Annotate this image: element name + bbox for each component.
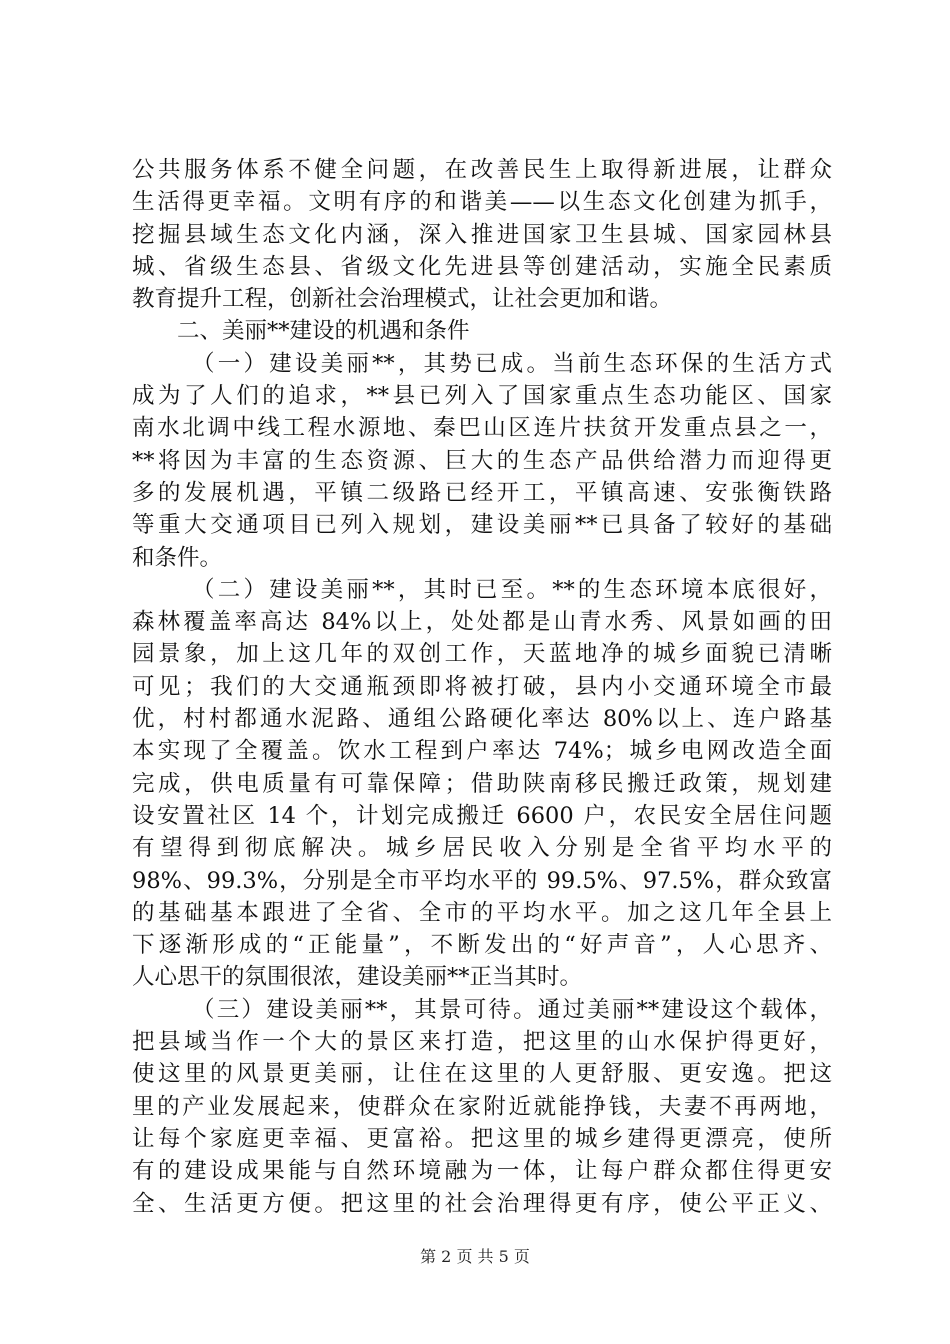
text-line: 有的建设成果能与自然环境融为一体，让每户群众都住得更安 bbox=[132, 1158, 832, 1185]
text-line: 有望得到彻底解决。城乡居民收入分别是全省平均水平的 bbox=[132, 835, 832, 862]
text-line: 98%、99.3%，分别是全市平均水平的 99.5%、97.5%，群众致富 bbox=[132, 867, 832, 894]
text-line: 全、生活更方便。把这里的社会治理得更有序，使公平正义、 bbox=[132, 1190, 832, 1217]
text-line: （三）建设美丽**，其景可待。通过美丽**建设这个载体， bbox=[192, 996, 832, 1023]
text-line: 的基础基本跟进了全省、全市的平均水平。加之这几年全县上 bbox=[132, 899, 832, 926]
text-line: 完成，供电质量有可靠保障；借助陕南移民搬迁政策，规划建 bbox=[132, 770, 832, 797]
text-line: 公共服务体系不健全问题，在改善民生上取得新进展，让群众 bbox=[132, 157, 832, 183]
text-line: 优，村村都通水泥路、通组公路硬化率达 80%以上、连户路基 bbox=[132, 706, 832, 733]
text-line: 人心思干的氛围很浓，建设美丽**正当其时。 bbox=[132, 964, 583, 991]
section-heading: 二、美丽**建设的机遇和条件 bbox=[177, 318, 470, 345]
text-line: 挖掘县域生态文化内涵，深入推进国家卫生县城、国家园林县 bbox=[132, 221, 832, 248]
text-line: 园景象，加上这几年的双创工作，天蓝地净的城乡面貌已清晰 bbox=[132, 641, 832, 668]
text-line: 让每个家庭更幸福、更富裕。把这里的城乡建得更漂亮，使所 bbox=[132, 1125, 832, 1152]
text-line: （一）建设美丽**，其势已成。当前生态环保的生活方式 bbox=[192, 350, 832, 377]
text-line: 本实现了全覆盖。饮水工程到户率达 74%；城乡电网改造全面 bbox=[132, 738, 832, 765]
text-line: 和条件。 bbox=[132, 544, 223, 571]
text-line: 设安置社区 14 个，计划完成搬迁 6600 户，农民安全居住问题 bbox=[132, 802, 832, 829]
text-line: 森林覆盖率高达 84%以上，处处都是山青水秀、风景如画的田 bbox=[132, 609, 832, 636]
document-body bbox=[132, 154, 832, 1220]
text-line: 成为了人们的追求，**县已列入了国家重点生态功能区、国家 bbox=[132, 383, 832, 410]
text-line: 南水北调中线工程水源地、秦巴山区连片扶贫开发重点县之一， bbox=[132, 415, 832, 442]
text-line: 等重大交通项目已列入规划，建设美丽**已具备了较好的基础 bbox=[132, 512, 832, 539]
text-line: 教育提升工程，创新社会治理模式，让社会更加和谐。 bbox=[132, 286, 673, 313]
text-line: **将因为丰富的生态资源、巨大的生态产品供给潜力而迎得更 bbox=[132, 447, 832, 474]
text-line: 里的产业发展起来，使群众在家附近就能挣钱，夫妻不再两地， bbox=[132, 1093, 832, 1120]
text-line: （二）建设美丽**，其时已至。**的生态环境本底很好， bbox=[192, 576, 832, 603]
text-line: 把县域当作一个大的景区来打造，把这里的山水保护得更好， bbox=[132, 1029, 832, 1056]
text-line: 可见；我们的大交通瓶颈即将被打破，县内小交通环境全市最 bbox=[132, 673, 832, 700]
text-line: 使这里的风景更美丽，让住在这里的人更舒服、更安逸。把这 bbox=[132, 1061, 832, 1088]
text-line: 生活得更幸福。文明有序的和谐美——以生态文化创建为抓手， bbox=[132, 189, 832, 216]
page-number-footer: 第 2 页 共 5 页 bbox=[420, 1247, 530, 1266]
text-line: 城、省级生态县、省级文化先进县等创建活动，实施全民素质 bbox=[132, 253, 832, 280]
text-line: 多的发展机遇，平镇二级路已经开工，平镇高速、安张衡铁路 bbox=[132, 479, 832, 506]
text-line: 下逐渐形成的“正能量”，不断发出的“好声音”，人心思齐、 bbox=[132, 932, 832, 959]
